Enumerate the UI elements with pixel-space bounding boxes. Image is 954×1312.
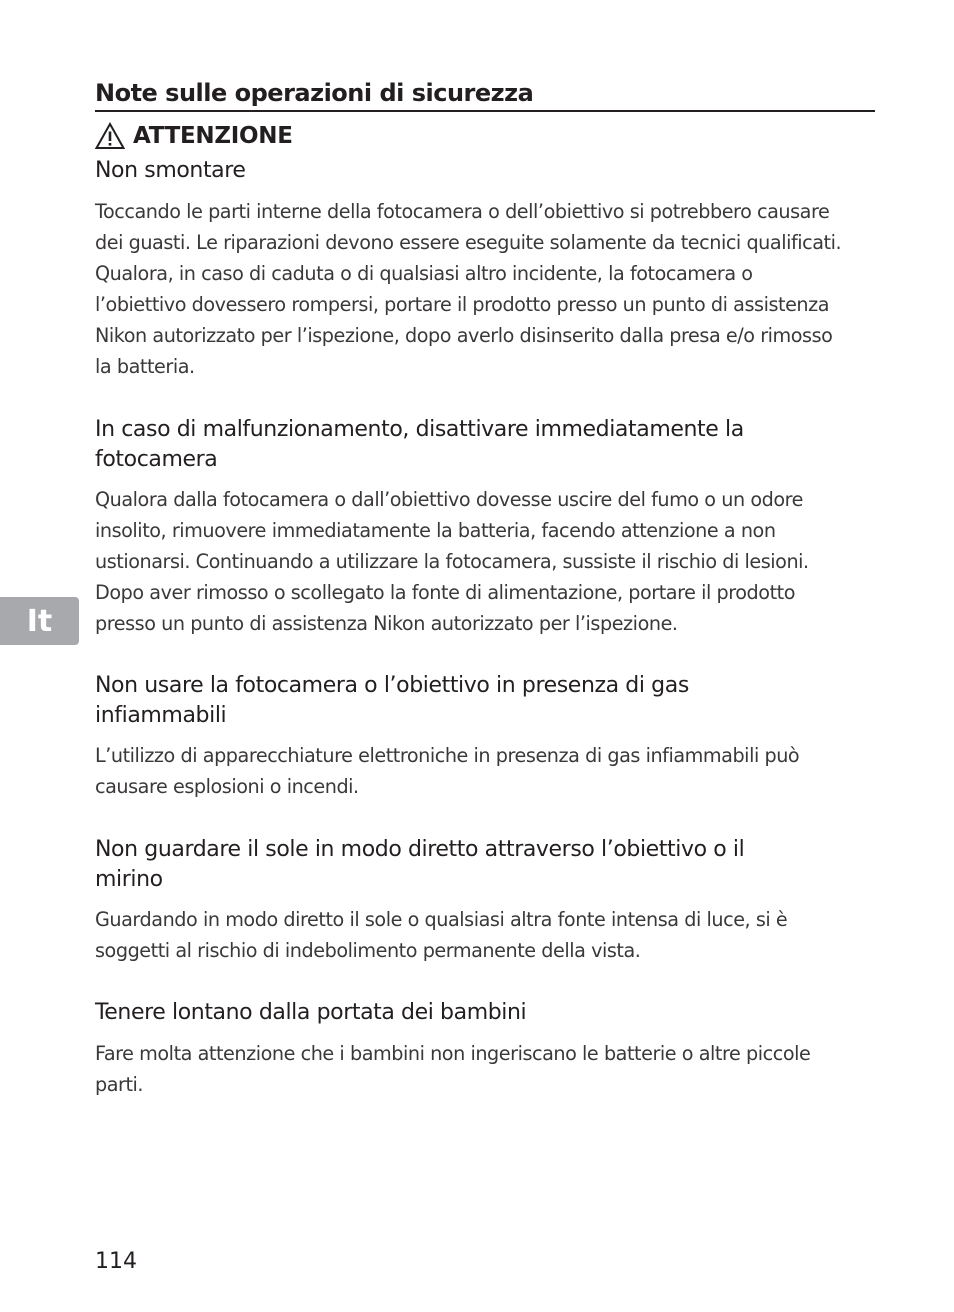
section-title: Non guardare il sole in modo diretto attraverso l’obiettivo o il mirino xyxy=(95,837,745,892)
section-body: Guardando in modo diretto il sole o qualsiasi altra fonte intensa di luce, si è soggetti al rischio di indebolimento permanente della vista. xyxy=(95,908,788,962)
warning-label: ATTENZIONE xyxy=(133,123,293,149)
section-gas-infiammabili xyxy=(95,671,885,802)
page-title: Note sulle operazioni di sicurezza xyxy=(95,76,875,112)
section-title: In caso di malfunzionamento, disattivare immediatamente la fotocamera xyxy=(95,417,744,472)
section-non-smontare xyxy=(95,156,885,382)
section-title: Non smontare xyxy=(95,158,246,183)
section-title: Non usare la fotocamera o l’obiettivo in presenza di gas infiammabili xyxy=(95,673,689,728)
warning-heading xyxy=(95,119,293,153)
section-body: Fare molta attenzione che i bambini non ingeriscano le batterie o altre piccole parti. xyxy=(95,1041,811,1096)
section-body: L’utilizzo di apparecchiature elettroniche in presenza di gas infiammabili può causare esplosioni o incendi. xyxy=(95,744,800,798)
page-number: 114 xyxy=(95,1249,137,1274)
section-malfunzionamento xyxy=(95,415,885,639)
warning-triangle-icon xyxy=(95,122,125,150)
section-body: Qualora dalla fotocamera o dall’obiettivo dovesse uscire del fumo o un odore insolito, rimuovere immediatamente la batteria, facendo attenzione a non ustionarsi. Continuando a utilizzare la fotocamera, sussiste il rischio di lesioni. Dopo aver rimosso o scollegato la fonte di alimentazione, portare il prodotto presso un punto di assistenza Nikon autorizzato per l’ispezione. xyxy=(95,488,809,635)
section-title: Tenere lontano dalla portata dei bambini xyxy=(95,1000,527,1025)
language-tab: It xyxy=(0,597,79,645)
section-sole xyxy=(95,835,885,966)
section-body: Toccando le parti interne della fotocamera o dell’obiettivo si potrebbero causare dei guasti. Le riparazioni devono essere eseguite solamente da tecnici qualificati. Qualora, in caso di caduta o di qualsiasi altro incidente, la fotocamera o l’obiettivo dovessero rompersi, portare il prodotto presso un punto di assistenza Nikon autorizzato per l’ispezione, dopo averlo disinserito dalla presa e/o rimosso la batteria. xyxy=(95,199,842,378)
section-bambini xyxy=(95,998,885,1100)
